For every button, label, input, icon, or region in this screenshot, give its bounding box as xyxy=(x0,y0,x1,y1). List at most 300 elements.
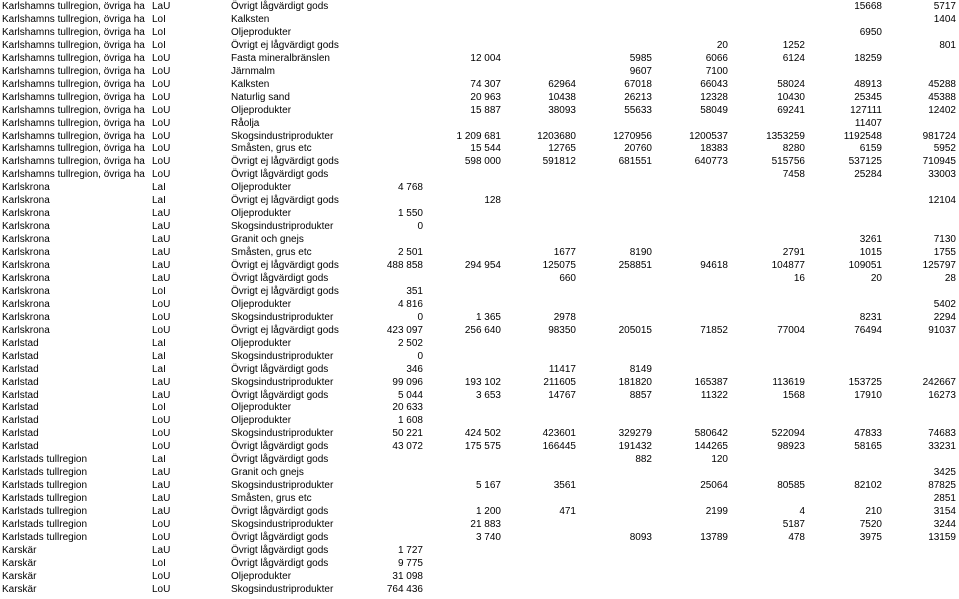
value-cell: 660 xyxy=(559,272,576,284)
category-cell: LaU xyxy=(152,272,171,284)
value-cell: 2 502 xyxy=(397,337,423,349)
value-cell: 71852 xyxy=(700,324,728,336)
category-cell: LoU xyxy=(152,78,171,90)
table-row xyxy=(0,518,959,531)
value-cell: 3975 xyxy=(859,531,882,543)
value-cell: 710945 xyxy=(922,156,956,168)
value-cell: 3154 xyxy=(933,506,956,518)
goods-cell: Skogsindustriprodukter xyxy=(231,311,334,323)
value-cell: 6124 xyxy=(782,52,805,64)
value-cell: 882 xyxy=(635,454,652,466)
value-cell: 256 640 xyxy=(464,324,501,336)
goods-cell: Övrigt lågvärdigt gods xyxy=(231,531,329,543)
goods-cell: Övrigt ej lågvärdigt gods xyxy=(231,324,339,336)
category-cell: LaU xyxy=(152,208,171,220)
value-cell: 211605 xyxy=(543,376,576,388)
goods-cell: Övrigt ej lågvärdigt gods xyxy=(231,156,339,168)
table-row xyxy=(0,220,959,233)
table-row xyxy=(0,91,959,104)
value-cell: 5717 xyxy=(933,1,956,12)
table-row xyxy=(0,155,959,168)
value-cell: 4 816 xyxy=(397,298,423,310)
value-cell: 2199 xyxy=(705,506,728,518)
value-cell: 18383 xyxy=(700,143,728,155)
table-row xyxy=(0,479,959,492)
value-cell: 3425 xyxy=(933,467,956,479)
value-cell: 20 xyxy=(716,39,728,51)
goods-cell: Oljeprodukter xyxy=(231,415,292,427)
region-cell: Karlshamns tullregion, övriga ha xyxy=(2,130,145,142)
value-cell: 346 xyxy=(406,363,423,375)
value-cell: 25345 xyxy=(854,91,882,103)
value-cell: 69241 xyxy=(777,104,805,116)
category-cell: LaU xyxy=(152,506,171,518)
value-cell: 33003 xyxy=(928,169,956,181)
category-cell: LoU xyxy=(152,52,171,64)
goods-cell: Skogsindustriprodukter xyxy=(231,350,334,362)
table-row xyxy=(0,298,959,311)
category-cell: LoU xyxy=(152,117,171,129)
goods-cell: Oljeprodukter xyxy=(231,337,292,349)
value-cell: 7458 xyxy=(782,169,805,181)
region-cell: Karskär xyxy=(2,557,37,569)
value-cell: 67018 xyxy=(624,78,652,90)
value-cell: 1568 xyxy=(782,389,805,401)
value-cell: 242667 xyxy=(922,376,956,388)
value-cell: 31 098 xyxy=(392,570,423,582)
value-cell: 9 775 xyxy=(397,557,423,569)
value-cell: 26213 xyxy=(624,91,652,103)
value-cell: 1677 xyxy=(553,247,576,259)
region-cell: Karlskrona xyxy=(2,182,50,194)
goods-cell: Oljeprodukter xyxy=(231,570,292,582)
table-row xyxy=(0,337,959,350)
category-cell: LaI xyxy=(152,363,166,375)
category-cell: LaI xyxy=(152,454,166,466)
goods-cell: Övrigt lågvärdigt gods xyxy=(231,272,329,284)
value-cell: 1 200 xyxy=(475,506,501,518)
goods-cell: Övrigt lågvärdigt gods xyxy=(231,454,329,466)
value-cell: 3 740 xyxy=(475,531,501,543)
goods-cell: Övrigt ej lågvärdigt gods xyxy=(231,260,339,271)
value-cell: 14767 xyxy=(548,389,576,401)
category-cell: LaI xyxy=(152,182,166,194)
goods-cell: Småsten, grus etc xyxy=(231,493,312,505)
table-row xyxy=(0,233,959,246)
value-cell: 15 544 xyxy=(470,143,501,155)
category-cell: LoU xyxy=(152,519,171,530)
category-cell: LoU xyxy=(152,428,171,440)
value-cell: 76494 xyxy=(854,324,882,336)
value-cell: 80585 xyxy=(777,480,805,492)
value-cell: 423 097 xyxy=(386,324,423,336)
value-cell: 1 365 xyxy=(475,311,501,323)
value-cell: 8280 xyxy=(782,143,805,155)
table-row xyxy=(0,285,959,298)
value-cell: 45388 xyxy=(928,91,956,103)
value-cell: 18259 xyxy=(854,52,882,64)
value-cell: 16 xyxy=(793,272,805,284)
region-cell: Karlstads tullregion xyxy=(2,467,88,479)
value-cell: 3244 xyxy=(933,519,956,530)
region-cell: Karlstads tullregion xyxy=(2,480,88,492)
category-cell: LaU xyxy=(152,234,171,246)
value-cell: 48913 xyxy=(854,78,882,90)
value-cell: 120 xyxy=(711,454,728,466)
value-cell: 329279 xyxy=(618,428,652,440)
table-row xyxy=(0,324,959,337)
goods-cell: Övrigt lågvärdigt gods xyxy=(231,389,329,401)
value-cell: 20 xyxy=(870,272,882,284)
region-cell: Karlshamns tullregion, övriga ha xyxy=(2,91,145,103)
value-cell: 7100 xyxy=(705,65,728,77)
value-cell: 1755 xyxy=(933,247,956,259)
value-cell: 0 xyxy=(417,350,423,362)
region-cell: Karlskrona xyxy=(2,195,50,207)
value-cell: 144265 xyxy=(694,441,728,453)
region-cell: Karlskrona xyxy=(2,285,50,297)
value-cell: 478 xyxy=(788,531,805,543)
value-cell: 3561 xyxy=(553,480,576,492)
region-cell: Karlskrona xyxy=(2,324,50,336)
category-cell: LaU xyxy=(152,221,171,233)
value-cell: 537125 xyxy=(848,156,882,168)
category-cell: LoU xyxy=(152,311,171,323)
value-cell: 16273 xyxy=(928,389,956,401)
value-cell: 210 xyxy=(865,506,882,518)
table-row xyxy=(0,78,959,91)
value-cell: 87825 xyxy=(928,480,956,492)
value-cell: 127111 xyxy=(850,104,882,116)
region-cell: Karlstads tullregion xyxy=(2,454,88,466)
table-row xyxy=(0,453,959,466)
category-cell: LaU xyxy=(152,260,171,271)
region-cell: Karlskrona xyxy=(2,260,50,271)
region-cell: Karlskrona xyxy=(2,311,50,323)
value-cell: 13789 xyxy=(700,531,728,543)
value-cell: 9607 xyxy=(629,65,652,77)
category-cell: LoU xyxy=(152,415,171,427)
region-cell: Karlstad xyxy=(2,337,39,349)
goods-cell: Oljeprodukter xyxy=(231,208,292,220)
value-cell: 165387 xyxy=(694,376,728,388)
table-row xyxy=(0,427,959,440)
value-cell: 1200537 xyxy=(689,130,728,142)
category-cell: LoI xyxy=(152,26,166,38)
value-cell: 98923 xyxy=(777,441,805,453)
value-cell: 1252 xyxy=(782,39,805,51)
value-cell: 424 502 xyxy=(464,428,501,440)
value-cell: 2294 xyxy=(933,311,956,323)
table-row xyxy=(0,130,959,143)
table-row xyxy=(0,272,959,285)
region-cell: Karlshamns tullregion, övriga ha xyxy=(2,169,145,181)
region-cell: Karlshamns tullregion, övriga ha xyxy=(2,65,145,77)
value-cell: 125797 xyxy=(922,260,956,271)
goods-cell: Övrigt lågvärdigt gods xyxy=(231,1,329,12)
region-cell: Karlshamns tullregion, övriga ha xyxy=(2,78,145,90)
category-cell: LaU xyxy=(152,467,171,479)
value-cell: 1203680 xyxy=(537,130,576,142)
table-row xyxy=(0,531,959,544)
table-row xyxy=(0,505,959,518)
region-cell: Karlskrona xyxy=(2,247,50,259)
value-cell: 20 963 xyxy=(470,91,501,103)
region-cell: Karlstads tullregion xyxy=(2,506,88,518)
value-cell: 1015 xyxy=(859,247,882,259)
region-cell: Karlstad xyxy=(2,350,39,362)
value-cell: 128 xyxy=(484,195,501,207)
value-cell: 471 xyxy=(559,506,576,518)
value-cell: 15 887 xyxy=(470,104,501,116)
goods-cell: Övrigt ej lågvärdigt gods xyxy=(231,39,339,51)
value-cell: 25284 xyxy=(854,169,882,181)
value-cell: 175 575 xyxy=(464,441,501,453)
region-cell: Karlstad xyxy=(2,428,39,440)
value-cell: 681551 xyxy=(618,156,652,168)
table-row xyxy=(0,363,959,376)
value-cell: 4 768 xyxy=(397,182,423,194)
table-row xyxy=(0,401,959,414)
table-row xyxy=(0,389,959,402)
value-cell: 5952 xyxy=(933,143,956,155)
value-cell: 66043 xyxy=(700,78,728,90)
table-row xyxy=(0,466,959,479)
value-cell: 13159 xyxy=(928,531,956,543)
table-row xyxy=(0,414,959,427)
value-cell: 11417 xyxy=(548,363,576,375)
category-cell: LoU xyxy=(152,570,171,582)
value-cell: 62964 xyxy=(548,78,576,90)
region-cell: Karlshamns tullregion, övriga ha xyxy=(2,156,145,168)
value-cell: 0 xyxy=(417,221,423,233)
value-cell: 12402 xyxy=(928,104,956,116)
table-row xyxy=(0,259,959,272)
value-cell: 125075 xyxy=(542,260,576,271)
category-cell: LoI xyxy=(152,285,166,297)
value-cell: 981724 xyxy=(922,130,956,142)
category-cell: LaU xyxy=(152,493,171,505)
value-cell: 6950 xyxy=(859,26,882,38)
value-cell: 0 xyxy=(417,311,423,323)
value-cell: 12104 xyxy=(928,195,956,207)
goods-cell: Småsten, grus etc xyxy=(231,247,312,259)
value-cell: 45288 xyxy=(928,78,956,90)
table-row xyxy=(0,570,959,583)
goods-cell: Övrigt ej lågvärdigt gods xyxy=(231,195,339,207)
value-cell: 598 000 xyxy=(464,156,501,168)
goods-cell: Oljeprodukter xyxy=(231,402,292,414)
table-row xyxy=(0,544,959,557)
category-cell: LoU xyxy=(152,298,171,310)
region-cell: Karlshamns tullregion, övriga ha xyxy=(2,117,145,129)
value-cell: 74683 xyxy=(928,428,956,440)
category-cell: LoI xyxy=(152,557,166,569)
value-cell: 12765 xyxy=(548,143,576,155)
value-cell: 55633 xyxy=(624,104,652,116)
value-cell: 7520 xyxy=(859,519,882,530)
value-cell: 47833 xyxy=(854,428,882,440)
value-cell: 801 xyxy=(939,39,956,51)
table-row xyxy=(0,26,959,39)
region-cell: Karlstad xyxy=(2,415,39,427)
value-cell: 351 xyxy=(406,285,423,297)
goods-cell: Övrigt lågvärdigt gods xyxy=(231,557,329,569)
value-cell: 28 xyxy=(944,272,956,284)
table-row xyxy=(0,492,959,505)
goods-cell: Övrigt lågvärdigt gods xyxy=(231,169,329,181)
region-cell: Karlshamns tullregion, övriga ha xyxy=(2,1,145,12)
goods-cell: Övrigt lågvärdigt gods xyxy=(231,506,329,518)
value-cell: 94618 xyxy=(700,260,728,271)
value-cell: 5187 xyxy=(782,519,805,530)
category-cell: LoU xyxy=(152,104,171,116)
table-row xyxy=(0,0,959,13)
value-cell: 4 xyxy=(799,506,805,518)
category-cell: LoU xyxy=(152,583,171,595)
value-cell: 8857 xyxy=(629,389,652,401)
value-cell: 50 221 xyxy=(392,428,423,440)
region-cell: Karlshamns tullregion, övriga ha xyxy=(2,26,145,38)
value-cell: 20760 xyxy=(624,143,652,155)
category-cell: LoI xyxy=(152,13,166,25)
value-cell: 205015 xyxy=(618,324,652,336)
category-cell: LaI xyxy=(152,350,166,362)
value-cell: 43 072 xyxy=(392,441,423,453)
region-cell: Karlstad xyxy=(2,402,39,414)
value-cell: 21 883 xyxy=(470,519,501,530)
value-cell: 8231 xyxy=(859,311,882,323)
category-cell: LaU xyxy=(152,376,171,388)
value-cell: 423601 xyxy=(542,428,576,440)
region-cell: Karlshamns tullregion, övriga ha xyxy=(2,52,145,64)
value-cell: 6066 xyxy=(705,52,728,64)
table-row xyxy=(0,181,959,194)
value-cell: 3261 xyxy=(859,234,882,246)
region-cell: Karlshamns tullregion, övriga ha xyxy=(2,104,145,116)
table-row xyxy=(0,583,959,596)
table-row xyxy=(0,350,959,363)
value-cell: 58165 xyxy=(854,441,882,453)
goods-cell: Övrigt lågvärdigt gods xyxy=(231,363,329,375)
goods-cell: Skogsindustriprodukter xyxy=(231,480,334,492)
table-row xyxy=(0,194,959,207)
value-cell: 1 209 681 xyxy=(456,130,501,142)
value-cell: 1 550 xyxy=(397,208,423,220)
goods-cell: Skogsindustriprodukter xyxy=(231,376,334,388)
value-cell: 2 501 xyxy=(397,247,423,259)
value-cell: 8149 xyxy=(629,363,652,375)
value-cell: 74 307 xyxy=(470,78,501,90)
value-cell: 7130 xyxy=(933,234,956,246)
value-cell: 10430 xyxy=(777,91,805,103)
value-cell: 5 044 xyxy=(397,389,423,401)
value-cell: 153725 xyxy=(848,376,882,388)
value-cell: 77004 xyxy=(777,324,805,336)
table-row xyxy=(0,311,959,324)
value-cell: 5402 xyxy=(933,298,956,310)
table-row xyxy=(0,52,959,65)
value-cell: 1192548 xyxy=(843,130,882,142)
goods-cell: Småsten, grus etc xyxy=(231,143,312,155)
value-cell: 522094 xyxy=(771,428,805,440)
category-cell: LaI xyxy=(152,337,166,349)
category-cell: LoU xyxy=(152,441,171,453)
goods-cell: Oljeprodukter xyxy=(231,26,292,38)
category-cell: LaU xyxy=(152,247,171,259)
goods-cell: Kalksten xyxy=(231,78,270,90)
table-row xyxy=(0,168,959,181)
region-cell: Karlstads tullregion xyxy=(2,531,88,543)
value-cell: 104877 xyxy=(771,260,805,271)
value-cell: 5985 xyxy=(629,52,652,64)
value-cell: 1404 xyxy=(933,13,956,25)
category-cell: LoU xyxy=(152,531,171,543)
value-cell: 580642 xyxy=(694,428,728,440)
region-cell: Karlskrona xyxy=(2,208,50,220)
goods-cell: Kalksten xyxy=(231,13,270,25)
region-cell: Karlstad xyxy=(2,389,39,401)
category-cell: LaU xyxy=(152,544,171,556)
goods-cell: Järnmalm xyxy=(231,65,275,77)
value-cell: 25064 xyxy=(700,480,728,492)
value-cell: 2791 xyxy=(782,247,805,259)
region-cell: Karlstad xyxy=(2,441,39,453)
value-cell: 82102 xyxy=(854,480,882,492)
goods-cell: Oljeprodukter xyxy=(231,298,292,310)
table-row xyxy=(0,557,959,570)
goods-cell: Råolja xyxy=(231,117,260,129)
value-cell: 640773 xyxy=(694,156,728,168)
category-cell: LoU xyxy=(152,169,171,181)
goods-cell: Naturlig sand xyxy=(231,91,290,103)
value-cell: 764 436 xyxy=(386,583,423,595)
value-cell: 193 102 xyxy=(464,376,501,388)
region-cell: Karlstads tullregion xyxy=(2,519,88,530)
goods-cell: Granit och gnejs xyxy=(231,467,304,479)
table-row xyxy=(0,104,959,117)
category-cell: LoU xyxy=(152,156,171,168)
value-cell: 38093 xyxy=(548,104,576,116)
region-cell: Karskär xyxy=(2,544,37,556)
region-cell: Karlstads tullregion xyxy=(2,493,88,505)
value-cell: 15668 xyxy=(854,1,882,12)
table-row xyxy=(0,39,959,52)
table-row xyxy=(0,440,959,453)
value-cell: 99 096 xyxy=(392,376,423,388)
category-cell: LaU xyxy=(152,480,171,492)
category-cell: LoU xyxy=(152,65,171,77)
value-cell: 191432 xyxy=(618,441,652,453)
value-cell: 12328 xyxy=(700,91,728,103)
value-cell: 109051 xyxy=(848,260,882,271)
goods-cell: Oljeprodukter xyxy=(231,104,292,116)
goods-cell: Granit och gnejs xyxy=(231,234,304,246)
value-cell: 8093 xyxy=(629,531,652,543)
value-cell: 20 633 xyxy=(392,402,423,414)
value-cell: 258851 xyxy=(618,260,652,271)
value-cell: 11322 xyxy=(700,389,728,401)
goods-cell: Övrigt lågvärdigt gods xyxy=(231,544,329,556)
value-cell: 294 954 xyxy=(464,260,501,271)
table-row xyxy=(0,246,959,259)
table-row xyxy=(0,207,959,220)
value-cell: 181820 xyxy=(618,376,652,388)
value-cell: 33231 xyxy=(928,441,956,453)
value-cell: 166445 xyxy=(542,441,576,453)
region-cell: Karlskrona xyxy=(2,221,50,233)
value-cell: 591812 xyxy=(542,156,576,168)
